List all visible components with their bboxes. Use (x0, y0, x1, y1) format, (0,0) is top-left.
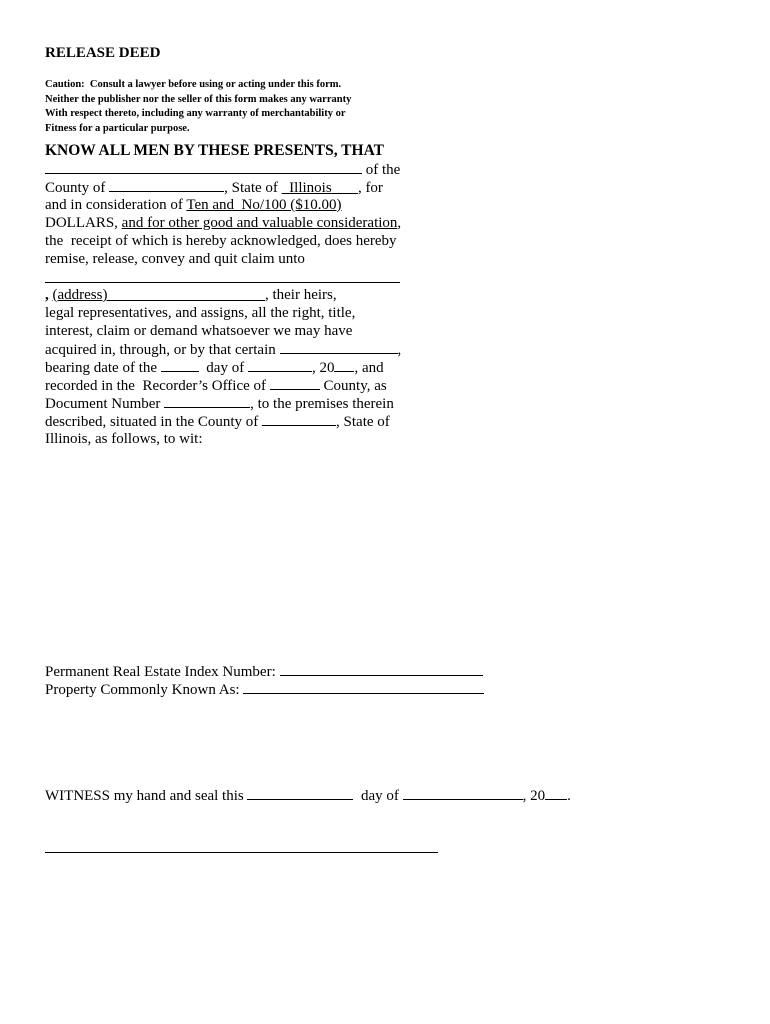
deed-heading: KNOW ALL MEN BY THESE PRESENTS, THAT (45, 142, 384, 159)
follows-line: Illinois, as follows, to wit: (45, 431, 203, 447)
recorded-line: recorded in the Recorder’s Office of County, as (45, 378, 387, 394)
interest-line: interest, claim or demand whatsoever we may have (45, 323, 353, 339)
witness-month-blank[interactable] (403, 786, 523, 800)
bearing-month-blank[interactable] (248, 358, 312, 372)
remise-line: remise, release, convey and quit claim unto (45, 251, 305, 267)
recorder-county-blank[interactable] (270, 376, 320, 390)
caution-notice (45, 78, 351, 136)
pin-blank[interactable] (280, 662, 483, 676)
instrument-blank[interactable] (280, 340, 398, 354)
witness-line: WITNESS my hand and seal this day of , 20 . (45, 788, 571, 804)
caution-line: Neither the publisher nor the seller of this form makes any warranty (45, 93, 352, 105)
grantor-blank[interactable] (45, 160, 362, 174)
county-blank[interactable] (109, 178, 224, 192)
caution-line: Fitness for a particular purpose. (45, 122, 190, 134)
caution-line: With respect thereto, including any warranty of merchantability or (45, 108, 346, 119)
legal-reps-line: legal representatives, and assigns, all the right, title, (45, 305, 356, 321)
document-number-line: Document Number , to the premises therein (45, 396, 394, 412)
consideration-amount: Ten and No/100 ($10.00) (186, 197, 342, 213)
grantee-blank[interactable] (45, 282, 400, 283)
document-number-blank[interactable] (164, 394, 250, 408)
grantor-line: of the (45, 160, 400, 179)
situated-county-blank[interactable] (262, 412, 336, 426)
document-title: RELEASE DEED (45, 45, 161, 61)
described-line: described, situated in the County of , State of (45, 414, 390, 430)
address-line: , (address) , their heirs, (45, 287, 337, 303)
witness-day-blank[interactable] (247, 786, 353, 800)
property-address-blank[interactable] (243, 680, 484, 694)
address-label: (address) (52, 287, 108, 303)
acquired-line: acquired in, through, or by that certain , (45, 342, 402, 358)
dollars-line: DOLLARS, and for other good and valuable consideration, (45, 215, 402, 231)
state-value: Illinois (289, 180, 332, 196)
receipt-line: the receipt of which is hereby acknowledged, does hereby (45, 233, 397, 249)
consideration-line: and in consideration of Ten and No/100 ($10.00) (45, 197, 342, 213)
property-line: Property Commonly Known As: (45, 680, 484, 699)
county-state-line: County of , State of Illinois , for (45, 180, 383, 196)
caution-line: Caution: Consult a lawyer before using or acting under this form. (45, 79, 342, 90)
bearing-year-blank[interactable] (334, 358, 354, 372)
signature-line[interactable] (45, 852, 438, 853)
witness-year-blank[interactable] (545, 786, 567, 800)
bearing-day-blank[interactable] (161, 358, 199, 372)
pin-line: Permanent Real Estate Index Number: (45, 662, 483, 681)
bearing-date-line: bearing date of the day of , 20 , and (45, 360, 384, 376)
